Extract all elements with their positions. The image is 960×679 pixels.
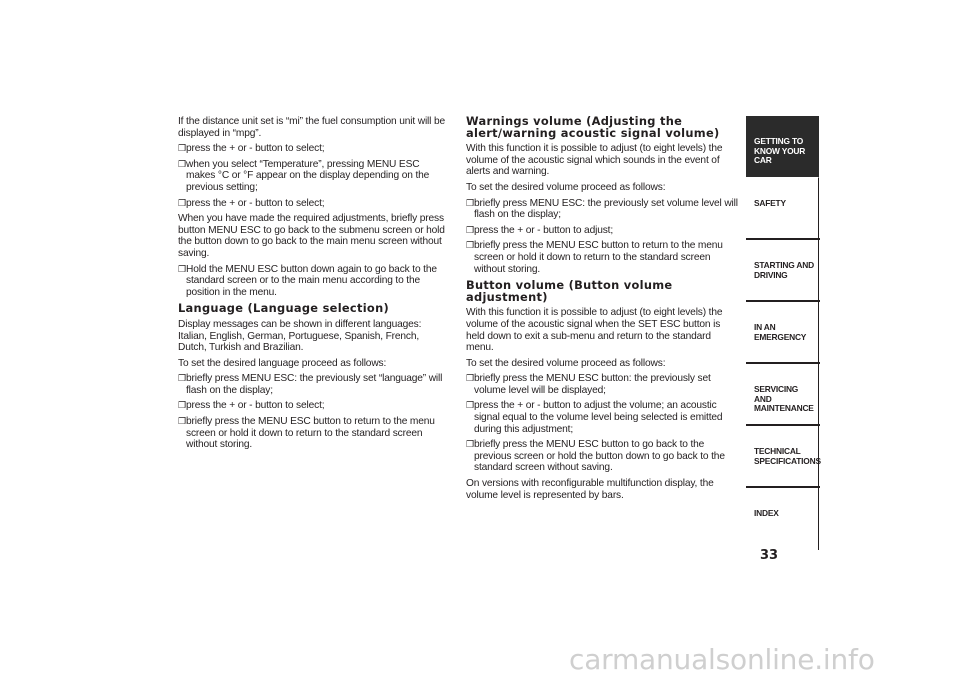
button-volume-heading: Button volume (Button volume adjustment) bbox=[466, 278, 673, 304]
list-item: ❒ press the + or - button to adjust; bbox=[466, 224, 614, 236]
list-item: ❒ press the + or - button to adjust the volume; an acoustic signal equal to the volume level being selected is emitted during this adjustment; bbox=[466, 400, 723, 435]
tab-starting-and-driving[interactable]: STARTING AND DRIVING bbox=[746, 240, 819, 302]
checkbox-bullet-icon: ❒ bbox=[178, 416, 186, 427]
checkbox-bullet-icon: ❒ bbox=[178, 263, 186, 274]
list-item: ❒ briefly press the MENU ESC button to return to the menu screen or hold it down to return to the standard screen without storing. bbox=[178, 416, 435, 451]
right-column bbox=[466, 116, 738, 505]
button-proceed: To set the desired volume proceed as follows: bbox=[466, 357, 666, 369]
checkbox-bullet-icon: ❒ bbox=[466, 400, 474, 411]
checkbox-bullet-icon: ❒ bbox=[466, 240, 474, 251]
tab-getting-to-know-your-car[interactable]: GETTING TO KNOW YOUR CAR bbox=[746, 116, 819, 178]
tab-in-an-emergency[interactable]: IN AN EMERGENCY bbox=[746, 302, 819, 364]
intro-paragraph: If the distance unit set is “mi” the fuel consumption unit will be displayed in “mpg”. bbox=[178, 116, 445, 139]
language-heading: Language (Language selection) bbox=[178, 301, 389, 316]
warnings-volume-heading: Warnings volume (Adjusting the alert/warning acoustic signal volume) bbox=[466, 114, 720, 140]
checkbox-bullet-icon: ❒ bbox=[178, 400, 186, 411]
language-paragraph: Display messages can be shown in different languages: Italian, English, German, Portuguese, Spanish, French, Dutch, Turkish and Brazilian. bbox=[178, 318, 422, 354]
warnings-proceed: To set the desired volume proceed as follows: bbox=[466, 181, 666, 193]
language-proceed: To set the desired language proceed as follows: bbox=[178, 357, 387, 369]
list-item: ❒ briefly press MENU ESC: the previously set volume level will flash on the display; bbox=[466, 197, 738, 221]
checkbox-bullet-icon: ❒ bbox=[178, 197, 186, 208]
checkbox-bullet-icon: ❒ bbox=[466, 439, 474, 450]
bullet-list-2 bbox=[178, 264, 450, 299]
list-item: ❒ when you select “Temperature”, pressing MENU ESC makes °C or °F appear on the display depending on the previous setting; bbox=[178, 158, 430, 193]
list-item: ❒ briefly press the MENU ESC button to return to the menu screen or hold it down to return to the standard screen without storing. bbox=[466, 240, 723, 275]
tab-index[interactable]: INDEX bbox=[746, 488, 819, 550]
checkbox-bullet-icon: ❒ bbox=[178, 143, 186, 154]
list-item: ❒ press the + or - button to select; bbox=[178, 400, 325, 412]
closing-paragraph: On versions with reconfigurable multifunction display, the volume level is represented by bars. bbox=[466, 478, 714, 501]
tab-safety[interactable]: SAFETY bbox=[746, 178, 819, 240]
adjustments-paragraph: When you have made the required adjustments, briefly press button MENU ESC to go back to the submenu screen or hold the button down to go back to the main menu screen without saving. bbox=[178, 213, 445, 259]
checkbox-bullet-icon: ❒ bbox=[466, 373, 474, 384]
warnings-bullets bbox=[466, 198, 738, 276]
checkbox-bullet-icon: ❒ bbox=[178, 158, 186, 169]
tab-technical-specifications[interactable]: TECHNICAL SPECIFICATIONS bbox=[746, 426, 819, 488]
list-item: ❒ briefly press the MENU ESC button: the previously set volume level will be displayed; bbox=[466, 373, 711, 396]
list-item: ❒ Hold the MENU ESC button down again to go back to the standard screen or to the main menu according to the position in the menu. bbox=[178, 263, 437, 298]
list-item: ❒ press the + or - button to select; bbox=[178, 197, 325, 209]
language-bullets bbox=[178, 373, 450, 451]
button-bullets bbox=[466, 373, 738, 474]
button-paragraph: With this function it is possible to adjust (to eight levels) the volume of the acoustic signal when the SET ESC button is held down to exit a sub-menu and return to the standard menu. bbox=[466, 307, 723, 354]
list-item: ❒ press the + or - button to select; bbox=[178, 143, 325, 155]
warnings-paragraph: With this function it is possible to adjust (to eight levels) the volume of the acoustic signal which sounds in the event of alerts and warning. bbox=[466, 143, 723, 178]
page-number: 33 bbox=[760, 548, 779, 563]
watermark: carmanualsonline.info bbox=[569, 643, 875, 676]
checkbox-bullet-icon: ❒ bbox=[466, 224, 474, 235]
left-column bbox=[178, 116, 450, 455]
tab-servicing-and-maintenance[interactable]: SERVICING AND MAINTENANCE bbox=[746, 364, 819, 426]
bullet-list-1 bbox=[178, 143, 450, 209]
checkbox-bullet-icon: ❒ bbox=[178, 373, 186, 384]
section-tabs bbox=[746, 116, 819, 550]
list-item: ❒ briefly press the MENU ESC button to go back to the previous screen or hold the button down to go back to the standard screen without saving. bbox=[466, 439, 725, 474]
checkbox-bullet-icon: ❒ bbox=[466, 197, 474, 208]
list-item: ❒ briefly press MENU ESC: the previously set “language” will flash on the display; bbox=[178, 373, 443, 396]
